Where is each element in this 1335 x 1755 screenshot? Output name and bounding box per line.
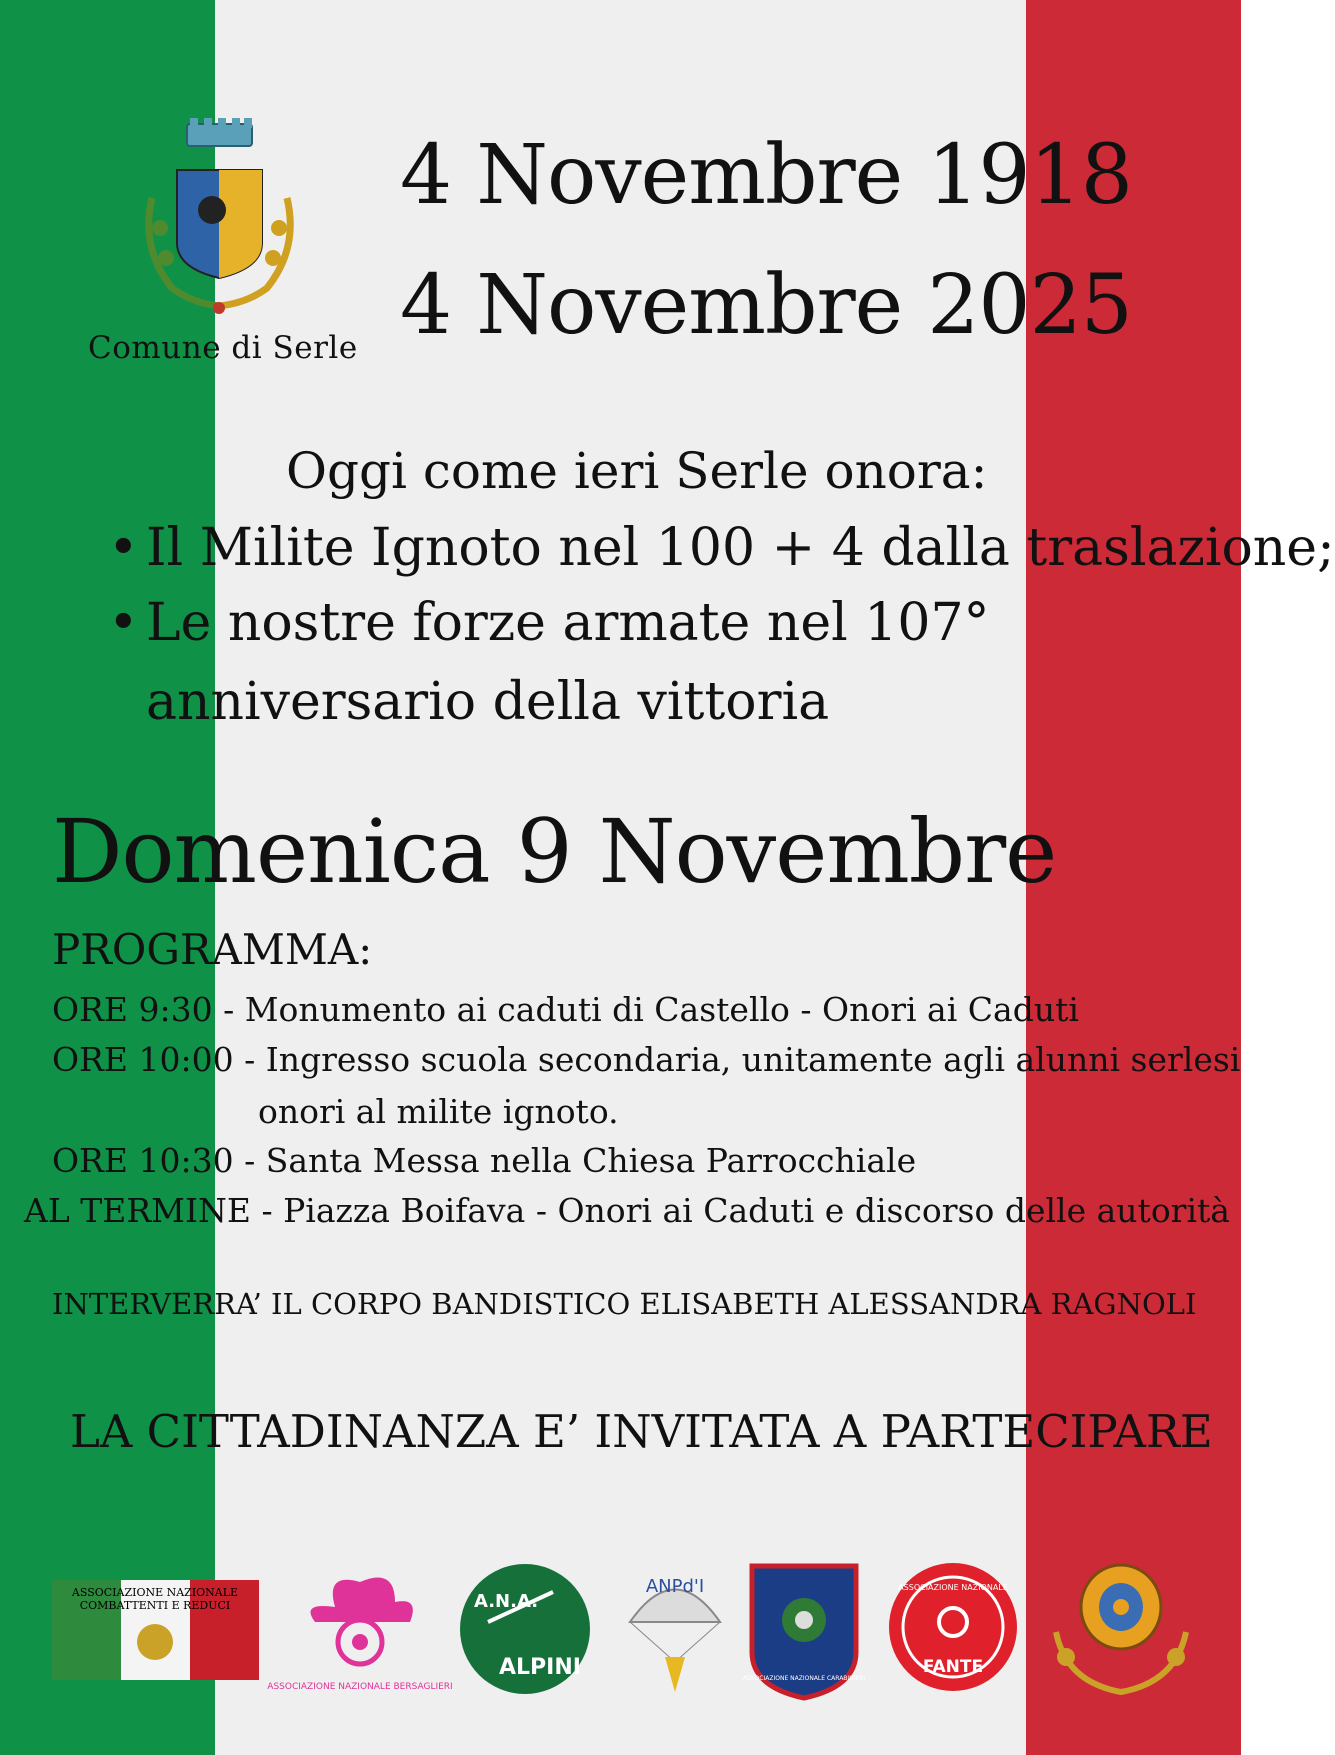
program-title: PROGRAMMA: bbox=[52, 925, 373, 974]
logo-text: ASSOCIAZIONE NAZIONALE bbox=[71, 1586, 239, 1599]
genio-crest-logo-icon bbox=[1036, 1562, 1206, 1702]
bersaglieri-logo-icon bbox=[267, 1562, 453, 1697]
bullet-text: Le nostre forze armate nel 107° bbox=[146, 593, 990, 653]
logo-text: FANTE bbox=[922, 1657, 984, 1677]
logo-text: A.N.A. bbox=[473, 1591, 539, 1612]
event-day: Domenica 9 Novembre bbox=[52, 800, 1057, 903]
bullet-item bbox=[108, 593, 990, 653]
carabinieri-logo-icon bbox=[742, 1562, 866, 1700]
invitation-line: LA CITTADINANZA E’ INVITATA A PARTECIPARE bbox=[70, 1405, 1213, 1458]
band-announcement: INTERVERRA’ IL CORPO BANDISTICO ELISABETH ALESSANDRA RAGNOLI bbox=[52, 1287, 1197, 1321]
logo-text: ASSOCIAZIONE NAZIONALE CARABINIERI bbox=[742, 1675, 866, 1682]
date-2025: 4 Novembre 2025 bbox=[400, 258, 1132, 353]
date-1918: 4 Novembre 1918 bbox=[400, 128, 1132, 223]
bullet-item bbox=[108, 518, 1335, 578]
logo-text: ANPd'I bbox=[645, 1576, 705, 1597]
logo-text: COMBATTENTI E REDUCI bbox=[79, 1599, 231, 1612]
paracadutisti-logo-icon bbox=[620, 1562, 730, 1697]
program-line-continuation: onori al milite ignoto. bbox=[258, 1092, 619, 1131]
municipality-name: Comune di Serle bbox=[88, 330, 358, 366]
program-line: AL TERMINE - Piazza Boifava - Onori ai Caduti e discorso delle autorità bbox=[24, 1191, 1230, 1230]
bullet-mark: • bbox=[108, 593, 139, 653]
intro-heading: Oggi come ieri Serle onora: bbox=[286, 442, 988, 500]
logo-text: ALPINI bbox=[499, 1655, 581, 1680]
fante-logo-icon bbox=[888, 1562, 1018, 1692]
serle-coat-of-arms-icon bbox=[132, 118, 307, 328]
logo-text: ASSOCIAZIONE NAZIONALE BERSAGLIERI bbox=[267, 1682, 453, 1692]
bullet-text: Il Milite Ignoto nel 100 + 4 dalla traslazione; bbox=[146, 518, 1335, 578]
combattenti-reduci-logo-icon bbox=[52, 1580, 259, 1680]
logo-text: ASSOCIAZIONE NAZIONALE bbox=[898, 1583, 1008, 1592]
alpini-logo-icon bbox=[458, 1562, 593, 1697]
bullet-text-continuation: anniversario della vittoria bbox=[146, 672, 830, 732]
program-line: ORE 9:30 - Monumento ai caduti di Castello - Onori ai Caduti bbox=[52, 990, 1079, 1029]
program-line: ORE 10:00 - Ingresso scuola secondaria, unitamente agli alunni serlesi bbox=[52, 1040, 1241, 1079]
program-line: ORE 10:30 - Santa Messa nella Chiesa Parrocchiale bbox=[52, 1141, 917, 1180]
bullet-mark: • bbox=[108, 518, 139, 578]
